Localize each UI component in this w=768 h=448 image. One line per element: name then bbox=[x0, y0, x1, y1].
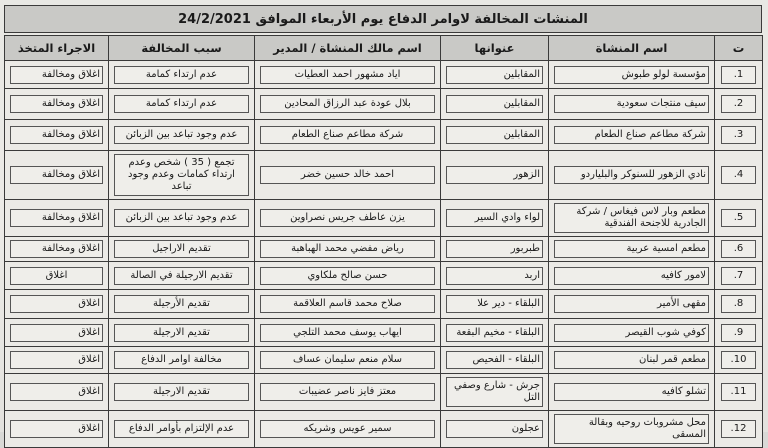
violation-reason: تقديم الارجيلة في الصالة bbox=[114, 267, 249, 285]
table-row bbox=[5, 120, 763, 151]
row-number: 4. bbox=[721, 166, 756, 184]
facility-address: البلقاء - دير علا bbox=[446, 295, 543, 313]
owner-name: حسن صالح ملكاوي bbox=[260, 267, 435, 285]
facility-address: المقابلين bbox=[446, 95, 543, 113]
row-number: 1. bbox=[721, 66, 756, 84]
table-row bbox=[5, 237, 763, 262]
facility-address: المقابلين bbox=[446, 126, 543, 144]
violation-reason: تقديم الأرجيلة bbox=[114, 295, 249, 313]
action-taken: اغلاق ومخالفة bbox=[10, 209, 103, 227]
table-row bbox=[5, 319, 763, 347]
table-row bbox=[5, 200, 763, 237]
facility-name: نادي الزهور للسنوكر والبلياردو bbox=[554, 166, 709, 184]
facility-name: كوفي شوب القيصر bbox=[554, 324, 709, 342]
action-taken: اغلاق bbox=[10, 295, 103, 313]
facility-name: محل مشروبات روحيه وبقالة المسقى bbox=[554, 414, 709, 444]
owner-name: يزن عاطف جريس نصراوين bbox=[260, 209, 435, 227]
facility-address: الزهور bbox=[446, 166, 543, 184]
row-number: 2. bbox=[721, 95, 756, 113]
header-owner: اسم مالك المنشاة / المدير bbox=[255, 36, 441, 61]
header-facility: اسم المنشاة bbox=[549, 36, 715, 61]
table-header-row bbox=[5, 36, 763, 61]
header-action: الاجراء المتخذ bbox=[5, 36, 109, 61]
facility-address: طبربور bbox=[446, 240, 543, 258]
action-taken: اغلاق bbox=[10, 420, 103, 438]
facility-name: مطعم امسية عربية bbox=[554, 240, 709, 258]
facility-address: البلقاء - مخيم البقعة bbox=[446, 324, 543, 342]
row-number: 7. bbox=[721, 267, 756, 285]
owner-name: صلاح محمد قاسم العلاقمة bbox=[260, 295, 435, 313]
table-row bbox=[5, 151, 763, 200]
row-number: 6. bbox=[721, 240, 756, 258]
row-number: 11. bbox=[721, 383, 756, 401]
violation-reason: عدم وجود تباعد بين الزبائن bbox=[114, 209, 249, 227]
table-row bbox=[5, 89, 763, 120]
row-number: 9. bbox=[721, 324, 756, 342]
owner-name: شركة مطاعم صناع الطعام bbox=[260, 126, 435, 144]
violation-reason: عدم ارتداء كمامة bbox=[114, 66, 249, 84]
owner-name: بلال عودة عبد الرزاق المحادين bbox=[260, 95, 435, 113]
facility-address: جرش - شارع وصفي التل bbox=[446, 377, 543, 407]
row-number: 12. bbox=[721, 420, 756, 438]
facility-name: مطعم وبار لاس فيغاس / شركة الجادرية للاجنحة الفندقية bbox=[554, 203, 709, 233]
violation-reason: مخالفة اوامر الدفاع bbox=[114, 351, 249, 369]
table-row bbox=[5, 61, 763, 89]
action-taken: اغلاق bbox=[10, 351, 103, 369]
table-row bbox=[5, 374, 763, 411]
owner-name: ايهاب يوسف محمد التلجي bbox=[260, 324, 435, 342]
action-taken: اغلاق ومخالفة bbox=[10, 95, 103, 113]
violations-table bbox=[4, 35, 763, 448]
violation-reason: تقديم الارجيلة bbox=[114, 324, 249, 342]
action-taken: اغلاق ومخالفة bbox=[10, 66, 103, 84]
table-row bbox=[5, 262, 763, 290]
violation-reason: عدم وجود تباعد بين الزبائن bbox=[114, 126, 249, 144]
violation-reason: عدم ارتداء كمامة bbox=[114, 95, 249, 113]
facility-name: مؤسسة لولو طبوش bbox=[554, 66, 709, 84]
header-address: عنوانها bbox=[441, 36, 549, 61]
facility-name: تشلو كافيه bbox=[554, 383, 709, 401]
table-row bbox=[5, 290, 763, 319]
action-taken: اغلاق bbox=[10, 324, 103, 342]
violation-reason: تقديم الارجيلة bbox=[114, 383, 249, 401]
facility-name: شركة مطاعم صناع الطعام bbox=[554, 126, 709, 144]
action-taken: اغلاق ومخالفة bbox=[10, 126, 103, 144]
action-taken: اغلاق bbox=[10, 267, 103, 285]
row-number: 10. bbox=[721, 351, 756, 369]
facility-address: البلقاء - الفحيص bbox=[446, 351, 543, 369]
owner-name: سمير عويس وشريكه bbox=[260, 420, 435, 438]
table-row bbox=[5, 411, 763, 448]
owner-name: اياد مشهور احمد العطيات bbox=[260, 66, 435, 84]
action-taken: اغلاق ومخالفة bbox=[10, 166, 103, 184]
row-number: 5. bbox=[721, 209, 756, 227]
owner-name: احمد خالد حسين خضر bbox=[260, 166, 435, 184]
facility-name: لامور كافيه bbox=[554, 267, 709, 285]
facility-name: مقهى الأمير bbox=[554, 295, 709, 313]
action-taken: اغلاق ومخالفة bbox=[10, 240, 103, 258]
owner-name: سلام منعم سليمان عساف bbox=[260, 351, 435, 369]
owner-name: معتز فايز ناصر عضيبات bbox=[260, 383, 435, 401]
violation-reason: تقديم الاراجيل bbox=[114, 240, 249, 258]
header-reason: سبب المخالفة bbox=[109, 36, 255, 61]
violation-reason: تجمع ( 35 ) شخص وعدم ارتداء كمامات وعدم وجود تباعد bbox=[114, 154, 249, 196]
facility-name: سيف منتجات سعودية bbox=[554, 95, 709, 113]
row-number: 8. bbox=[721, 295, 756, 313]
row-number: 3. bbox=[721, 126, 756, 144]
action-taken: اغلاق bbox=[10, 383, 103, 401]
page-title: المنشات المخالفة لاوامر الدفاع يوم الأربعاء الموافق 24/2/2021 bbox=[4, 5, 762, 33]
violation-reason: عدم الإلتزام بأوامر الدفاع bbox=[114, 420, 249, 438]
table-row bbox=[5, 347, 763, 374]
facility-address: عجلون bbox=[446, 420, 543, 438]
header-num: ت bbox=[715, 36, 763, 61]
facility-address: المقابلين bbox=[446, 66, 543, 84]
owner-name: رياض مفضي محمد الهباهبة bbox=[260, 240, 435, 258]
facility-address: لواء وادي السير bbox=[446, 209, 543, 227]
facility-name: مطعم قمر لبنان bbox=[554, 351, 709, 369]
facility-address: اربد bbox=[446, 267, 543, 285]
